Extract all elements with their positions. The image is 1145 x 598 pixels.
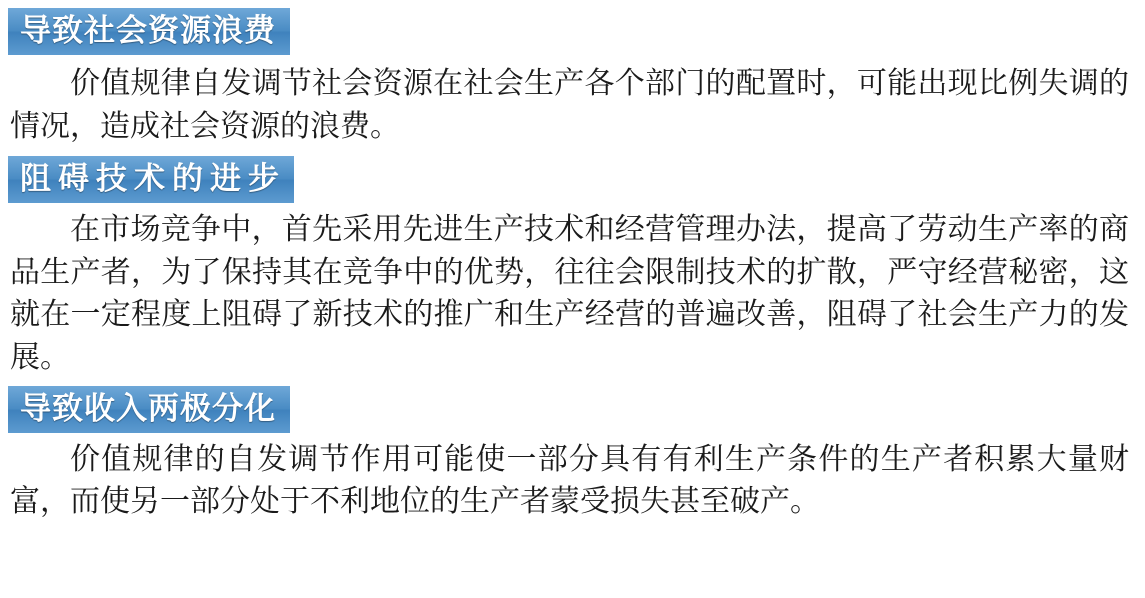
section-paragraph: 在市场竞争中，首先采用先进生产技术和经营管理办法，提高了劳动生产率的商品生产者，为了保持其在竞争中的优势，往往会限制技术的扩散，严守经营秘密，这就在一定程度上阻碍了新技术的推广和生产经营的普遍改善，阻碍了社会生产力的发展。 [10, 213, 1129, 374]
content-section [8, 152, 1133, 379]
content-section [8, 384, 1133, 524]
section-heading: 阻碍技术的进步 [8, 156, 294, 203]
section-paragraph: 价值规律的自发调节作用可能使一部分具有有利生产条件的生产者积累大量财富，而使另一部分处于不利地位的生产者蒙受损失甚至破产。 [10, 442, 1129, 519]
section-heading: 导致收入两极分化 [8, 386, 290, 433]
content-section [8, 8, 1133, 148]
section-paragraph: 价值规律自发调节社会资源在社会生产各个部门的配置时，可能出现比例失调的情况，造成社会资源的浪费。 [10, 67, 1129, 143]
section-heading: 导致社会资源浪费 [8, 8, 290, 55]
